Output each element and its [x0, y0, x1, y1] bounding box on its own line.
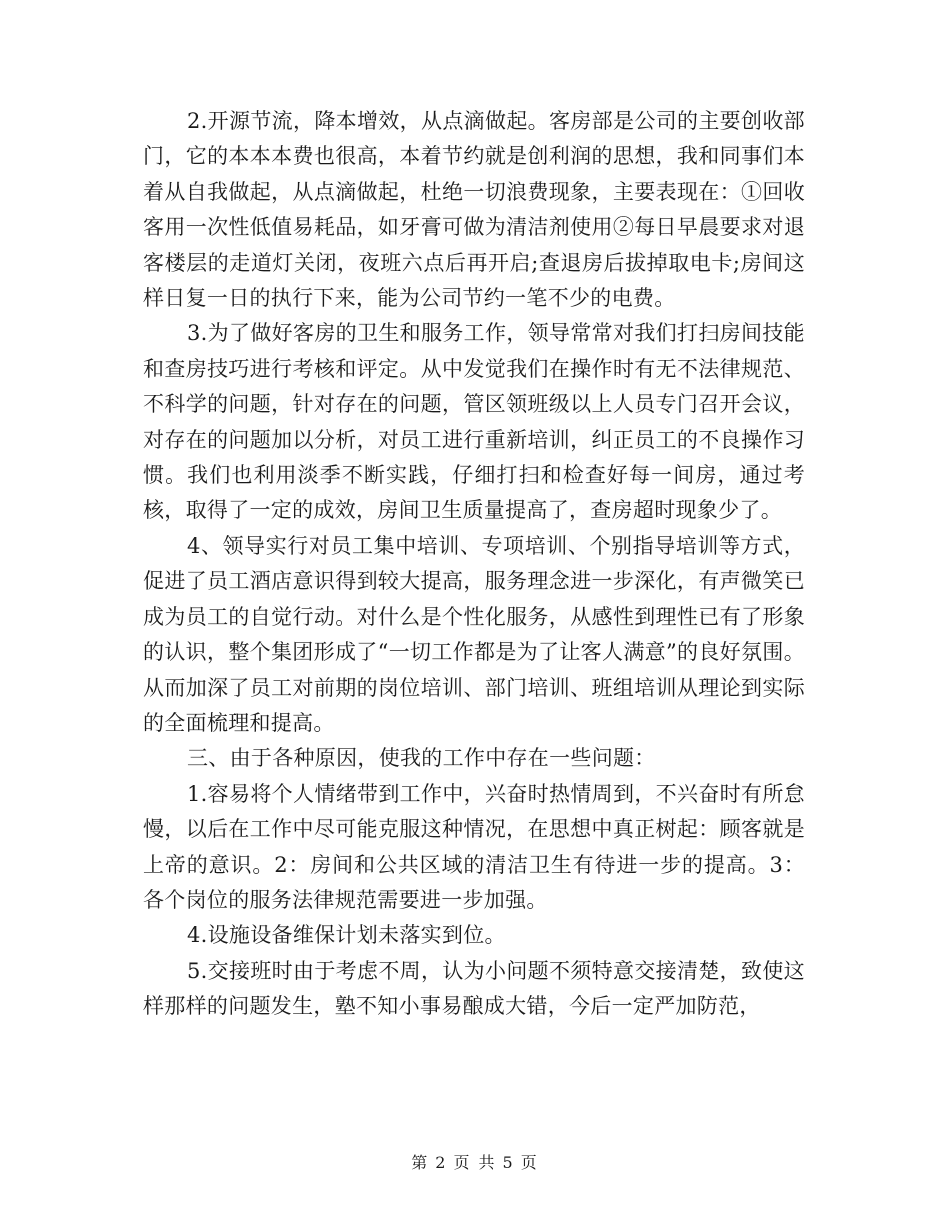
paragraph-training-inspection: 3.为了做好客房的卫生和服务工作，领导常常对我们打扫房间技能和查房技巧进行考核和评定。从中发觉我们在操作时有无不法律规范、不科学的问题，针对存在的问题，管区领班级以上人员专门召开会议，对存在的问题加以分析，对员工进行重新培训，纠正员工的不良操作习惯。我们也利用淡季不断实践，仔细打扫和检查好每一间房，通过考核，取得了一定的成效，房间卫生质量提高了，查房超时现象少了。: [143, 321, 805, 523]
paragraph-problem-4: 4.设施设备维保计划未落实到位。: [187, 923, 506, 948]
footer-middle: 页 共: [453, 1153, 497, 1172]
paragraph-staff-training: 4、领导实行对员工集中培训、专项培训、个别指导培训等方式，促进了员工酒店意识得到较大提高，服务理念进一步深化，有声微笑已成为员工的自觉行动。对什么是个性化服务，从感性到理性已有了形象的认识，整个集团形成了“一切工作都是为了让客人满意”的良好氛围。从而加深了员工对前期的岗位培训、部门培训、班组培训从理论到实际的全面梳理和提高。: [143, 533, 805, 735]
document-body: [143, 104, 805, 1025]
section-heading-problems: 三、由于各种原因，使我的工作中存在一些问题：: [187, 746, 656, 771]
page-footer: [0, 1150, 950, 1173]
paragraph-problem-1: 1.容易将个人情绪带到工作中，兴奋时热情周到，不兴奋时有所怠慢，以后在工作中尽可能克服这种情况，在思想中真正树起：顾客就是上帝的意识。2：房间和公共区域的清洁卫生有待进一步的提高。3：各个岗位的服务法律规范需要进一步加强。: [143, 781, 805, 912]
footer-page-number: 2: [435, 1153, 448, 1172]
paragraph-cost-saving: 2.开源节流，降本增效，从点滴做起。客房部是公司的主要创收部门，它的本本本费也很高，本着节约就是创利润的思想，我和同事们本着从自我做起，从点滴做起，杜绝一切浪费现象，主要表现在：①回收客用一次性低值易耗品，如牙膏可做为清洁剂使用②每日早晨要求对退客楼层的走道灯关闭，夜班六点后再开启;查退房后拔掉取电卡;房间这样日复一日的执行下来，能为公司节约一笔不少的电费。: [143, 109, 805, 311]
footer-prefix: 第: [411, 1153, 430, 1172]
paragraph-problem-5: 5.交接班时由于考虑不周，认为小问题不须特意交接清楚，致使这样那样的问题发生，塾不知小事易酿成大错，今后一定严加防范，: [143, 958, 805, 1019]
footer-suffix: 页: [520, 1153, 539, 1172]
footer-total-pages: 5: [502, 1153, 515, 1172]
